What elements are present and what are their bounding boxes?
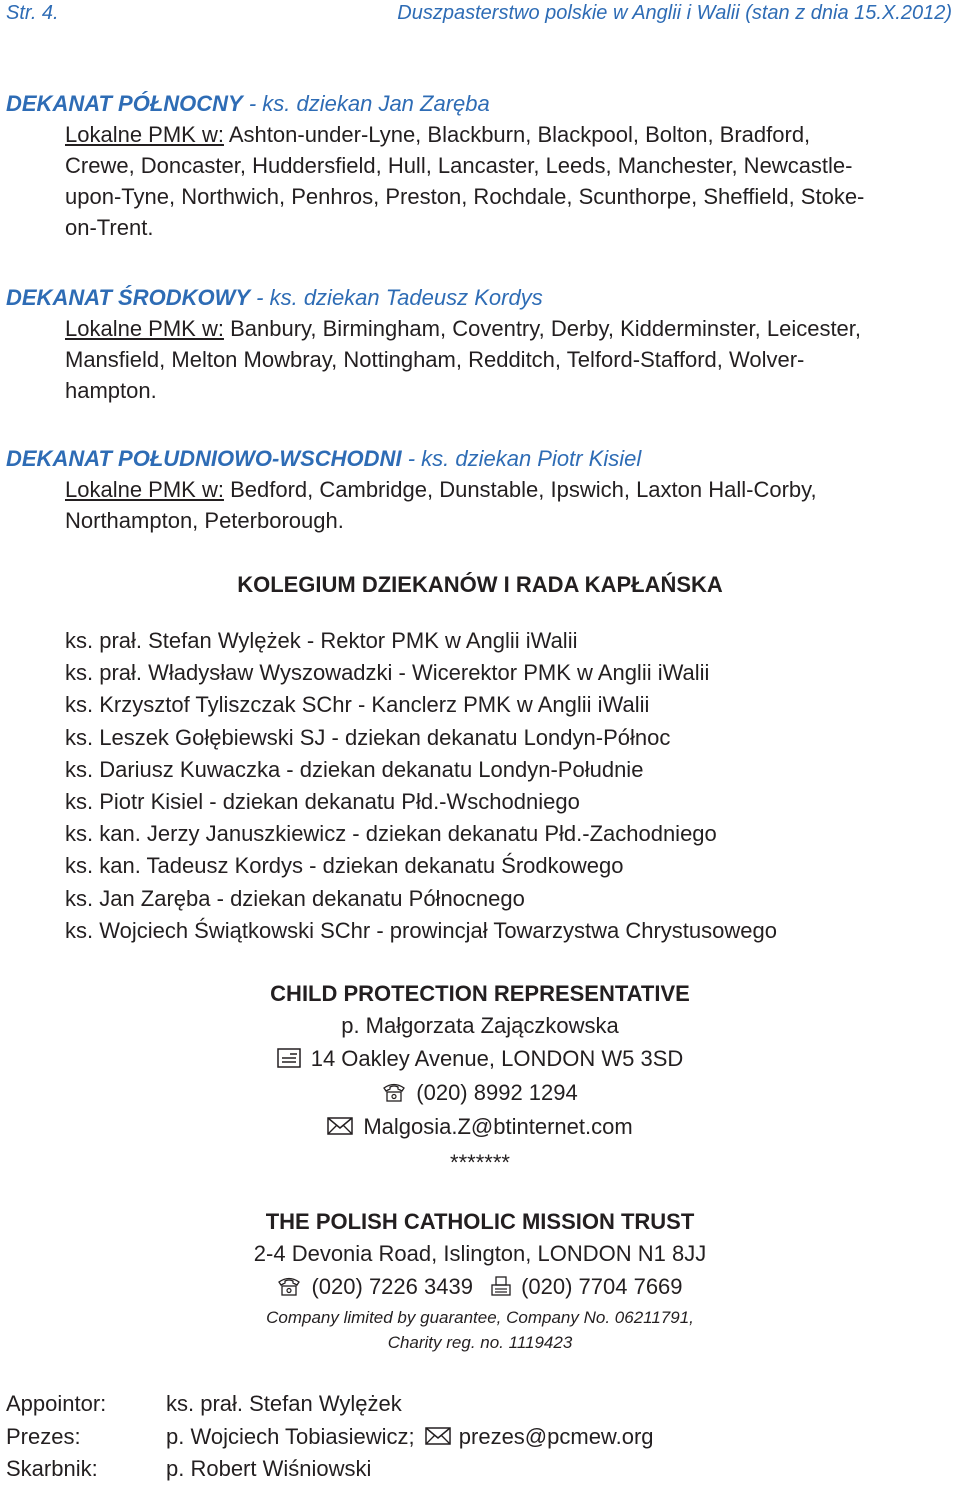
deanery-name: DEKANAT ŚRODKOWY: [6, 285, 251, 310]
officer-email[interactable]: prezes@pcmew.org: [458, 1423, 654, 1449]
location-line: Bedford, Cambridge, Dunstable, Ipswich, Laxton Hall-Corby,: [230, 477, 817, 502]
list-item: ks. Krzysztof Tyliszczak SChr - Kanclerz PMK w Anglii iWalii: [65, 692, 650, 718]
location-line: on-Trent.: [65, 215, 154, 240]
trust-charity: Charity reg. no. 1119423: [387, 1332, 573, 1352]
location-line: hampton.: [65, 378, 157, 403]
page-number: Str. 4.: [6, 2, 59, 24]
address-text: 14 Oakley Avenue, LONDON W5 3SD: [310, 1045, 684, 1071]
child-protection: [0, 978, 960, 1180]
location-line: upon-Tyne, Northwich, Penhros, Preston, Rochdale, Scunthorpe, Sheffield, Stoke-: [65, 184, 865, 209]
college-members: [65, 625, 777, 947]
deanery-heading: [6, 443, 952, 474]
trust-contact: [0, 1271, 960, 1305]
deanery-locations: [6, 119, 952, 243]
location-line: Northampton, Peterborough.: [65, 508, 344, 533]
officer-name: p. Robert Wiśniowski: [166, 1456, 372, 1481]
officer-name: ks. prał. Stefan Wylężek: [166, 1391, 402, 1416]
deanery-locations: [6, 474, 952, 536]
child-protection-phone: [0, 1077, 960, 1111]
mission-trust: [0, 1206, 960, 1355]
deanery-heading: [6, 88, 952, 119]
deanery-south-east: [6, 443, 952, 536]
list-item: ks. Dariusz Kuwaczka - dziekan dekanatu Londyn-Południe: [65, 756, 644, 782]
location-line: Mansfield, Melton Mowbray, Nottingham, Redditch, Telford-Stafford, Wolver-: [65, 347, 805, 372]
email-text: Malgosia.Z@btinternet.com: [363, 1114, 633, 1140]
trust-fax: (020) 7704 7669: [521, 1273, 683, 1299]
child-protection-email: [0, 1111, 960, 1145]
list-item: ks. prał. Władysław Wyszowadzki - Wicerektor PMK w Anglii iWalii: [65, 660, 710, 686]
page-header: [6, 2, 952, 32]
deanery-dean: - ks. dziekan Piotr Kisiel: [407, 446, 642, 471]
deanery-heading: [6, 282, 952, 313]
phone-text: (020) 8992 1294: [416, 1079, 578, 1105]
deanery-name: DEKANAT POŁUDNIOWO-WSCHODNI: [6, 446, 402, 471]
location-line: Banbury, Birmingham, Coventry, Derby, Kidderminster, Leicester,: [230, 316, 862, 341]
deanery-dean: - ks. dziekan Tadeusz Kordys: [256, 285, 543, 310]
child-protection-address: [0, 1043, 960, 1077]
trust-address: 2-4 Devonia Road, Islington, LONDON N1 8JJ: [253, 1241, 707, 1267]
officer-value: [166, 1421, 654, 1456]
list-item: ks. Jan Zaręba - dziekan dekanatu Północnego: [65, 885, 525, 911]
trust-phone: (020) 7226 3439: [311, 1273, 473, 1299]
deanery-locations: [6, 313, 952, 406]
fax-icon: [491, 1273, 511, 1305]
child-protection-heading: CHILD PROTECTION REPRESENTATIVE: [270, 981, 690, 1006]
officer-label: Skarbnik:: [6, 1456, 98, 1481]
list-item: ks. kan. Tadeusz Kordys - dziekan dekanatu Środkowego: [65, 853, 624, 879]
address-icon: [277, 1045, 301, 1077]
list-item: ks. Wojciech Świątkowski SChr - prowincjał Towarzystwa Chrystusowego: [65, 917, 777, 943]
officer-label: Prezes:: [6, 1423, 81, 1449]
trust-company: Company limited by guarantee, Company No. 06211791,: [266, 1307, 694, 1327]
location-line: Crewe, Doncaster, Huddersfield, Hull, Lancaster, Leeds, Manchester, Newcastle-: [65, 153, 853, 178]
list-item: ks. kan. Jerzy Januszkiewicz - dziekan dekanatu Płd.-Zachodniego: [65, 821, 717, 847]
email-icon: [327, 1113, 353, 1145]
list-item: ks. prał. Stefan Wylężek - Rektor PMK w Anglii iWalii: [65, 628, 578, 653]
separator: *******: [450, 1150, 510, 1176]
list-item: ks. Leszek Gołębiewski SJ - dziekan dekanatu Londyn-Północ: [65, 724, 671, 750]
deanery-north: [6, 88, 952, 243]
trust-heading: THE POLISH CATHOLIC MISSION TRUST: [265, 1209, 695, 1234]
pmk-label: Lokalne PMK w:: [65, 316, 224, 341]
deanery-dean: - ks. dziekan Jan Zaręba: [248, 91, 490, 116]
email-icon: [425, 1423, 451, 1456]
child-protection-name: p. Małgorzata Zajączkowska: [341, 1013, 619, 1039]
pmk-label: Lokalne PMK w:: [65, 477, 224, 502]
deanery-name: DEKANAT PÓŁNOCNY: [6, 91, 243, 116]
phone-icon: [277, 1273, 301, 1305]
document-title: Duszpasterstwo polskie w Anglii i Walii (stan z dnia 15.X.2012): [397, 2, 952, 24]
phone-icon: [382, 1079, 406, 1111]
officer-name: p. Wojciech Tobiasiewicz;: [166, 1423, 415, 1449]
pmk-label: Lokalne PMK w:: [65, 122, 224, 147]
deanery-middle: [6, 282, 952, 406]
location-line: Ashton-under-Lyne, Blackburn, Blackpool, Bolton, Bradford,: [228, 122, 811, 147]
list-item: ks. Piotr Kisiel - dziekan dekanatu Płd.-Wschodniego: [65, 789, 580, 815]
officer-label: Appointor:: [6, 1391, 107, 1416]
college-heading: KOLEGIUM DZIEKANÓW I RADA KAPŁAŃSKA: [237, 572, 723, 597]
